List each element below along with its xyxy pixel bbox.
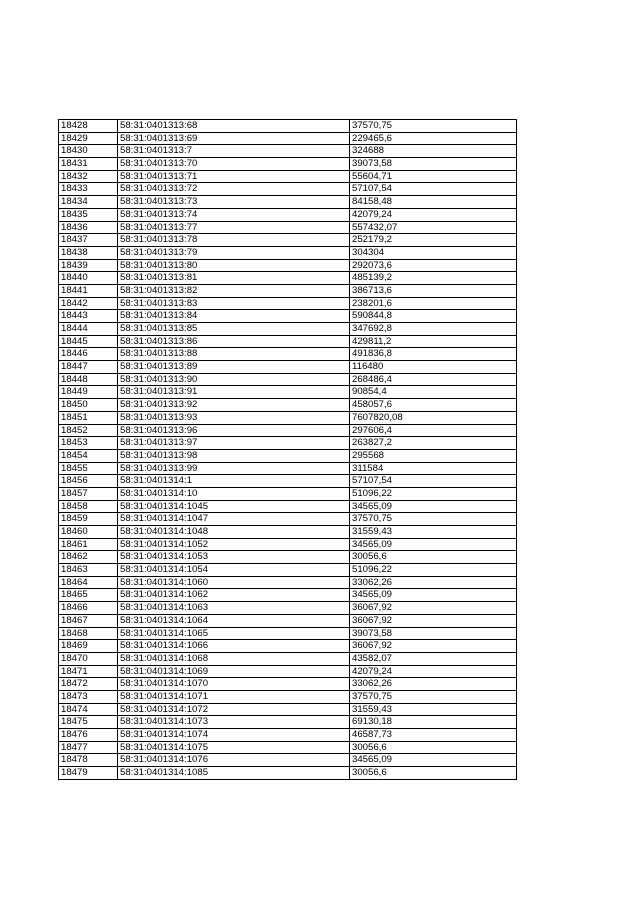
row-number-cell: 18456 <box>59 475 118 488</box>
cadastral-number-cell: 58:31:0401314:1066 <box>118 640 350 653</box>
value-cell: 37570,75 <box>350 120 517 133</box>
row-number-cell: 18435 <box>59 208 118 221</box>
value-cell: 485139,2 <box>350 272 517 285</box>
row-number-cell: 18432 <box>59 170 118 183</box>
cadastral-number-cell: 58:31:0401314:1076 <box>118 754 350 767</box>
row-number-cell: 18468 <box>59 627 118 640</box>
value-cell: 590844,8 <box>350 310 517 323</box>
value-cell: 84158,48 <box>350 196 517 209</box>
table-row <box>59 551 517 564</box>
value-cell: 34565,09 <box>350 538 517 551</box>
row-number-cell: 18444 <box>59 323 118 336</box>
value-cell: 69130,18 <box>350 716 517 729</box>
value-cell: 57107,54 <box>350 475 517 488</box>
table-row <box>59 690 517 703</box>
table-row <box>59 348 517 361</box>
value-cell: 429811,2 <box>350 335 517 348</box>
value-cell: 42079,24 <box>350 665 517 678</box>
table-row <box>59 729 517 742</box>
table-row <box>59 449 517 462</box>
table-row <box>59 767 517 780</box>
cadastral-number-cell: 58:31:0401314:1062 <box>118 589 350 602</box>
table-row <box>59 627 517 640</box>
value-cell: 30056,6 <box>350 741 517 754</box>
row-number-cell: 18477 <box>59 741 118 754</box>
value-cell: 229465,6 <box>350 132 517 145</box>
value-cell: 36067,92 <box>350 602 517 615</box>
cadastral-number-cell: 58:31:0401313:89 <box>118 361 350 374</box>
row-number-cell: 18454 <box>59 449 118 462</box>
value-cell: 347692,8 <box>350 323 517 336</box>
value-cell: 90854,4 <box>350 386 517 399</box>
row-number-cell: 18467 <box>59 614 118 627</box>
row-number-cell: 18470 <box>59 652 118 665</box>
cadastral-number-cell: 58:31:0401313:84 <box>118 310 350 323</box>
table-row <box>59 437 517 450</box>
table-row <box>59 208 517 221</box>
value-cell: 39073,58 <box>350 158 517 171</box>
table-row <box>59 297 517 310</box>
value-cell: 311584 <box>350 462 517 475</box>
value-cell: 34565,09 <box>350 589 517 602</box>
value-cell: 7607820,08 <box>350 411 517 424</box>
table-row <box>59 361 517 374</box>
cadastral-number-cell: 58:31:0401313:91 <box>118 386 350 399</box>
value-cell: 46587,73 <box>350 729 517 742</box>
row-number-cell: 18462 <box>59 551 118 564</box>
table-row <box>59 640 517 653</box>
value-cell: 36067,92 <box>350 640 517 653</box>
cadastral-value-table <box>58 119 517 780</box>
cadastral-number-cell: 58:31:0401313:98 <box>118 449 350 462</box>
table-row <box>59 234 517 247</box>
table-row <box>59 462 517 475</box>
cadastral-number-cell: 58:31:0401313:68 <box>118 120 350 133</box>
table-row <box>59 272 517 285</box>
table-row <box>59 513 517 526</box>
cadastral-number-cell: 58:31:0401313:70 <box>118 158 350 171</box>
cadastral-number-cell: 58:31:0401313:78 <box>118 234 350 247</box>
value-cell: 557432,07 <box>350 221 517 234</box>
cadastral-number-cell: 58:31:0401313:99 <box>118 462 350 475</box>
row-number-cell: 18457 <box>59 487 118 500</box>
table-row <box>59 614 517 627</box>
cadastral-number-cell: 58:31:0401313:97 <box>118 437 350 450</box>
cadastral-number-cell: 58:31:0401313:82 <box>118 284 350 297</box>
cadastral-number-cell: 58:31:0401313:7 <box>118 145 350 158</box>
cadastral-number-cell: 58:31:0401313:77 <box>118 221 350 234</box>
value-cell: 491836,8 <box>350 348 517 361</box>
row-number-cell: 18475 <box>59 716 118 729</box>
table-row <box>59 411 517 424</box>
table-row <box>59 716 517 729</box>
table-row <box>59 589 517 602</box>
table-row <box>59 246 517 259</box>
row-number-cell: 18431 <box>59 158 118 171</box>
cadastral-number-cell: 58:31:0401314:1047 <box>118 513 350 526</box>
value-cell: 39073,58 <box>350 627 517 640</box>
row-number-cell: 18437 <box>59 234 118 247</box>
row-number-cell: 18476 <box>59 729 118 742</box>
row-number-cell: 18445 <box>59 335 118 348</box>
table-row <box>59 259 517 272</box>
row-number-cell: 18442 <box>59 297 118 310</box>
cadastral-number-cell: 58:31:0401314:1068 <box>118 652 350 665</box>
cadastral-number-cell: 58:31:0401313:79 <box>118 246 350 259</box>
value-cell: 30056,6 <box>350 767 517 780</box>
row-number-cell: 18460 <box>59 526 118 539</box>
row-number-cell: 18438 <box>59 246 118 259</box>
table-row <box>59 158 517 171</box>
cadastral-number-cell: 58:31:0401314:1070 <box>118 678 350 691</box>
row-number-cell: 18474 <box>59 703 118 716</box>
value-cell: 37570,75 <box>350 513 517 526</box>
row-number-cell: 18465 <box>59 589 118 602</box>
cadastral-number-cell: 58:31:0401314:1069 <box>118 665 350 678</box>
cadastral-number-cell: 58:31:0401313:93 <box>118 411 350 424</box>
table-row <box>59 500 517 513</box>
cadastral-number-cell: 58:31:0401313:81 <box>118 272 350 285</box>
table-row <box>59 665 517 678</box>
table-row <box>59 703 517 716</box>
cadastral-number-cell: 58:31:0401313:85 <box>118 323 350 336</box>
value-cell: 268486,4 <box>350 373 517 386</box>
table-row <box>59 424 517 437</box>
table-row <box>59 487 517 500</box>
table-row <box>59 221 517 234</box>
cadastral-number-cell: 58:31:0401314:1064 <box>118 614 350 627</box>
cadastral-number-cell: 58:31:0401314:1075 <box>118 741 350 754</box>
cadastral-number-cell: 58:31:0401313:92 <box>118 399 350 412</box>
value-cell: 458057,6 <box>350 399 517 412</box>
value-cell: 33062,26 <box>350 576 517 589</box>
table-row <box>59 564 517 577</box>
row-number-cell: 18439 <box>59 259 118 272</box>
value-cell: 42079,24 <box>350 208 517 221</box>
row-number-cell: 18452 <box>59 424 118 437</box>
cadastral-number-cell: 58:31:0401313:71 <box>118 170 350 183</box>
table-row <box>59 145 517 158</box>
row-number-cell: 18434 <box>59 196 118 209</box>
row-number-cell: 18430 <box>59 145 118 158</box>
cadastral-number-cell: 58:31:0401313:69 <box>118 132 350 145</box>
value-cell: 292073,6 <box>350 259 517 272</box>
table-row <box>59 602 517 615</box>
value-cell: 55604,71 <box>350 170 517 183</box>
cadastral-number-cell: 58:31:0401314:1074 <box>118 729 350 742</box>
value-cell: 57107,54 <box>350 183 517 196</box>
row-number-cell: 18450 <box>59 399 118 412</box>
value-cell: 304304 <box>350 246 517 259</box>
row-number-cell: 18464 <box>59 576 118 589</box>
row-number-cell: 18447 <box>59 361 118 374</box>
value-cell: 37570,75 <box>350 690 517 703</box>
cadastral-number-cell: 58:31:0401314:1045 <box>118 500 350 513</box>
cadastral-number-cell: 58:31:0401313:80 <box>118 259 350 272</box>
cadastral-number-cell: 58:31:0401313:96 <box>118 424 350 437</box>
table-body <box>59 120 517 780</box>
value-cell: 324688 <box>350 145 517 158</box>
table-row <box>59 526 517 539</box>
row-number-cell: 18466 <box>59 602 118 615</box>
row-number-cell: 18429 <box>59 132 118 145</box>
table-row <box>59 754 517 767</box>
cadastral-number-cell: 58:31:0401313:90 <box>118 373 350 386</box>
cadastral-number-cell: 58:31:0401313:86 <box>118 335 350 348</box>
cadastral-number-cell: 58:31:0401314:1065 <box>118 627 350 640</box>
row-number-cell: 18449 <box>59 386 118 399</box>
table-row <box>59 170 517 183</box>
table-row <box>59 132 517 145</box>
cadastral-number-cell: 58:31:0401314:1060 <box>118 576 350 589</box>
cadastral-number-cell: 58:31:0401313:72 <box>118 183 350 196</box>
value-cell: 51096,22 <box>350 487 517 500</box>
row-number-cell: 18479 <box>59 767 118 780</box>
value-cell: 43582,07 <box>350 652 517 665</box>
table-row <box>59 335 517 348</box>
table-row <box>59 475 517 488</box>
row-number-cell: 18463 <box>59 564 118 577</box>
value-cell: 297606,4 <box>350 424 517 437</box>
row-number-cell: 18451 <box>59 411 118 424</box>
row-number-cell: 18472 <box>59 678 118 691</box>
row-number-cell: 18455 <box>59 462 118 475</box>
table-row <box>59 310 517 323</box>
table-row <box>59 741 517 754</box>
table-row <box>59 183 517 196</box>
value-cell: 30056,6 <box>350 551 517 564</box>
value-cell: 34565,09 <box>350 500 517 513</box>
cadastral-number-cell: 58:31:0401314:1 <box>118 475 350 488</box>
cadastral-number-cell: 58:31:0401313:83 <box>118 297 350 310</box>
table-row <box>59 538 517 551</box>
row-number-cell: 18459 <box>59 513 118 526</box>
cadastral-number-cell: 58:31:0401313:73 <box>118 196 350 209</box>
table-row <box>59 652 517 665</box>
cadastral-number-cell: 58:31:0401314:1072 <box>118 703 350 716</box>
row-number-cell: 18441 <box>59 284 118 297</box>
cadastral-number-cell: 58:31:0401314:10 <box>118 487 350 500</box>
cadastral-number-cell: 58:31:0401314:1071 <box>118 690 350 703</box>
row-number-cell: 18443 <box>59 310 118 323</box>
cadastral-number-cell: 58:31:0401314:1073 <box>118 716 350 729</box>
table-row <box>59 576 517 589</box>
value-cell: 34565,09 <box>350 754 517 767</box>
row-number-cell: 18458 <box>59 500 118 513</box>
value-cell: 295568 <box>350 449 517 462</box>
row-number-cell: 18433 <box>59 183 118 196</box>
row-number-cell: 18440 <box>59 272 118 285</box>
table-row <box>59 678 517 691</box>
cadastral-number-cell: 58:31:0401314:1048 <box>118 526 350 539</box>
cadastral-number-cell: 58:31:0401314:1053 <box>118 551 350 564</box>
value-cell: 31559,43 <box>350 526 517 539</box>
row-number-cell: 18478 <box>59 754 118 767</box>
table-row <box>59 386 517 399</box>
cadastral-number-cell: 58:31:0401314:1063 <box>118 602 350 615</box>
row-number-cell: 18473 <box>59 690 118 703</box>
cadastral-number-cell: 58:31:0401314:1052 <box>118 538 350 551</box>
value-cell: 263827,2 <box>350 437 517 450</box>
table-row <box>59 373 517 386</box>
row-number-cell: 18461 <box>59 538 118 551</box>
cadastral-number-cell: 58:31:0401313:74 <box>118 208 350 221</box>
table-row <box>59 196 517 209</box>
row-number-cell: 18436 <box>59 221 118 234</box>
row-number-cell: 18428 <box>59 120 118 133</box>
table-row <box>59 120 517 133</box>
row-number-cell: 18469 <box>59 640 118 653</box>
value-cell: 238201,6 <box>350 297 517 310</box>
table-row <box>59 284 517 297</box>
value-cell: 252179,2 <box>350 234 517 247</box>
table-row <box>59 323 517 336</box>
value-cell: 386713,6 <box>350 284 517 297</box>
value-cell: 33062,26 <box>350 678 517 691</box>
value-cell: 116480 <box>350 361 517 374</box>
cadastral-number-cell: 58:31:0401314:1054 <box>118 564 350 577</box>
cadastral-number-cell: 58:31:0401313:88 <box>118 348 350 361</box>
value-cell: 31559,43 <box>350 703 517 716</box>
row-number-cell: 18446 <box>59 348 118 361</box>
value-cell: 36067,92 <box>350 614 517 627</box>
row-number-cell: 18453 <box>59 437 118 450</box>
row-number-cell: 18471 <box>59 665 118 678</box>
row-number-cell: 18448 <box>59 373 118 386</box>
table-row <box>59 399 517 412</box>
value-cell: 51096,22 <box>350 564 517 577</box>
cadastral-number-cell: 58:31:0401314:1085 <box>118 767 350 780</box>
